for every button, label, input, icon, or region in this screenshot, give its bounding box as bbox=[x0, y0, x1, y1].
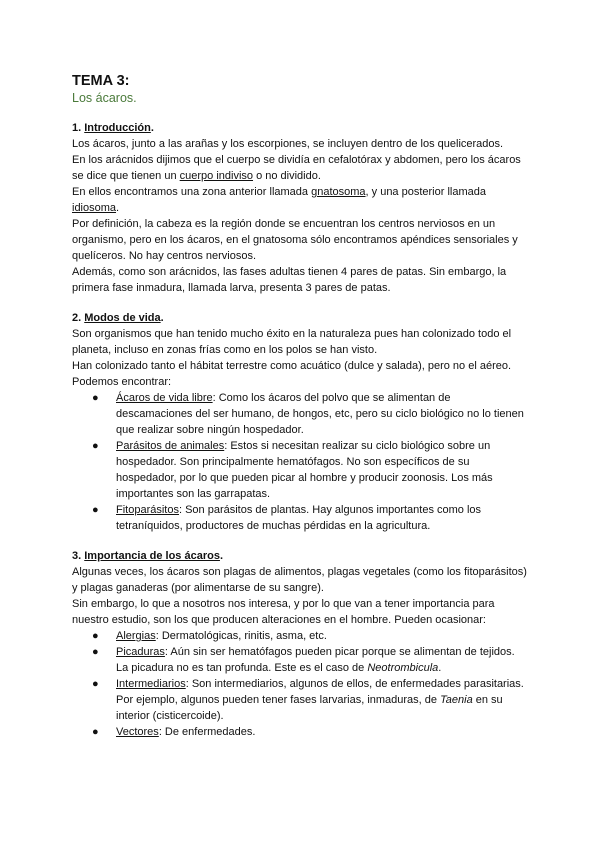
paragraph: Algunas veces, los ácaros son plagas de alimentos, plagas vegetales (como los fitoparásitos) y plagas ganaderas (por alimentarse de su sangre). bbox=[72, 566, 527, 594]
text-run: o no dividido. bbox=[253, 170, 321, 182]
list-item-text: : Son intermediarios, algunos de ellos, de enfermedades parasitarias. Por ejemplo, algunos pueden tener fases larvarias, inmaduras, de bbox=[116, 678, 524, 706]
paragraph bbox=[72, 184, 528, 216]
list-item bbox=[92, 438, 528, 502]
document-page bbox=[72, 72, 528, 754]
bullet-icon: ● bbox=[92, 440, 99, 452]
term-idiosoma: idiosoma bbox=[72, 202, 117, 214]
bullet-icon: ● bbox=[92, 726, 99, 738]
section-number-3: 3. bbox=[72, 550, 85, 562]
term-gnatosoma: gnatosoma bbox=[311, 186, 366, 198]
list-item bbox=[92, 390, 528, 438]
list-item bbox=[92, 724, 528, 740]
list-item-text: : Estos si necesitan realizar su ciclo biológico sobre un hospedador. Son principalmente hematófagos. No son específicos de su hospedador, por lo que pueden picar al hombre y producir zoonosis. Los más importantes son las garrapatas. bbox=[116, 440, 493, 500]
heading-dot-3: . bbox=[219, 550, 224, 562]
bullet-icon: ● bbox=[92, 630, 99, 642]
document-subtitle: Los ácaros. bbox=[72, 91, 137, 105]
bullet-icon: ● bbox=[92, 392, 99, 404]
list-item bbox=[92, 644, 528, 676]
section-heading-text-1: Introducción bbox=[84, 122, 151, 134]
heading-dot-2: . bbox=[160, 312, 164, 324]
paragraph: Sin embargo, lo que a nosotros nos interesa, y por lo que van a tener importancia para nuestro estudio, son los que producen alteraciones en el hombre. Pueden ocasionar: bbox=[72, 598, 495, 626]
list-item-term: Intermediarios bbox=[116, 678, 186, 690]
text-run: En ellos encontramos una zona anterior llamada bbox=[72, 186, 312, 198]
paragraph: Por definición, la cabeza es la región donde se encuentran los centros nerviosos en un organismo, pero en los ácaros, en el gnatosoma sólo encontramos apéndices sensoriales y quelíceros. No hay centros nerviosos. bbox=[72, 218, 518, 262]
bullet-icon: ● bbox=[92, 504, 99, 516]
bullet-list-modos bbox=[72, 390, 528, 534]
section-heading-2 bbox=[72, 310, 528, 326]
paragraph: Son organismos que han tenido mucho éxito en la naturaleza pues han colonizado todo el planeta, incluso en zonas frías como en los polos se han visto. bbox=[72, 328, 512, 356]
list-item-text: : Dermatológicas, rinitis, asma, etc. bbox=[155, 630, 327, 642]
paragraph bbox=[72, 152, 528, 184]
section-modos-de-vida bbox=[72, 310, 528, 534]
paragraph: Además, como son arácnidos, las fases adultas tienen 4 pares de patas. Sin embargo, la primera fase inmadura, llamada larva, presenta 3 pares de patas. bbox=[72, 266, 507, 294]
text-run: . bbox=[116, 202, 120, 214]
term-cuerpo-indiviso: cuerpo indiviso bbox=[179, 170, 254, 182]
list-item-text: : Son parásitos de plantas. Hay algunos importantes como los tetraníquidos, productores de muchas pérdidas en la agricultura. bbox=[116, 504, 482, 532]
list-item-text: : Como los ácaros del polvo que se alimentan de descamaciones del ser humano, de hongos, etc, pero su ciclo biológico no lo tienen que realizar sobre ningún hospedador. bbox=[116, 392, 524, 436]
genus-name: Taenia bbox=[440, 694, 473, 706]
paragraph: Los ácaros, junto a las arañas y los escorpiones, se incluyen dentro de los quelicerados. bbox=[72, 138, 504, 150]
list-item-term: Picaduras bbox=[116, 646, 165, 658]
section-importancia bbox=[72, 548, 528, 740]
list-item-text: en su interior (cisticercoide). bbox=[116, 694, 503, 722]
list-item bbox=[92, 676, 528, 724]
section-number-2: 2. bbox=[72, 312, 85, 324]
list-item bbox=[92, 628, 528, 644]
section-introduccion bbox=[72, 120, 528, 296]
section-heading-text-3: Importancia de los ácaros bbox=[84, 550, 220, 562]
text-run: , y una posterior llamada bbox=[365, 186, 486, 198]
list-item-term: Fitoparásitos bbox=[116, 504, 179, 516]
section-heading-3 bbox=[72, 548, 528, 564]
list-item-term: Ácaros de vida libre bbox=[116, 392, 213, 404]
list-item-term: Alergias bbox=[116, 630, 156, 642]
text-run: En los arácnidos dijimos que el cuerpo se dividía en cefalotórax y abdomen, pero los ácaros se dice que tienen un bbox=[72, 154, 521, 182]
bullet-icon: ● bbox=[92, 646, 99, 658]
list-item-text: . bbox=[438, 662, 442, 674]
section-heading-text-2: Modos de vida bbox=[84, 312, 161, 324]
list-item-text: : Aún sin ser hematófagos pueden picar porque se alimentan de tejidos. La picadura no es tan profunda. Este es el caso de bbox=[116, 646, 515, 674]
list-item bbox=[92, 502, 528, 534]
document-title: TEMA 3: bbox=[72, 73, 130, 89]
bullet-icon: ● bbox=[92, 678, 99, 690]
list-item-term: Parásitos de animales bbox=[116, 440, 225, 452]
species-name: Neotrombicula bbox=[367, 662, 439, 674]
section-heading-1 bbox=[72, 120, 528, 136]
heading-dot-1: . bbox=[150, 122, 154, 134]
bullet-list-importancia bbox=[72, 628, 528, 740]
list-item-term: Vectores bbox=[116, 726, 159, 738]
list-item-text: : De enfermedades. bbox=[158, 726, 256, 738]
section-number-1: 1. bbox=[72, 122, 85, 134]
paragraph: Han colonizado tanto el hábitat terrestre como acuático (dulce y salada), pero no el aéreo. Podemos encontrar: bbox=[72, 360, 512, 388]
